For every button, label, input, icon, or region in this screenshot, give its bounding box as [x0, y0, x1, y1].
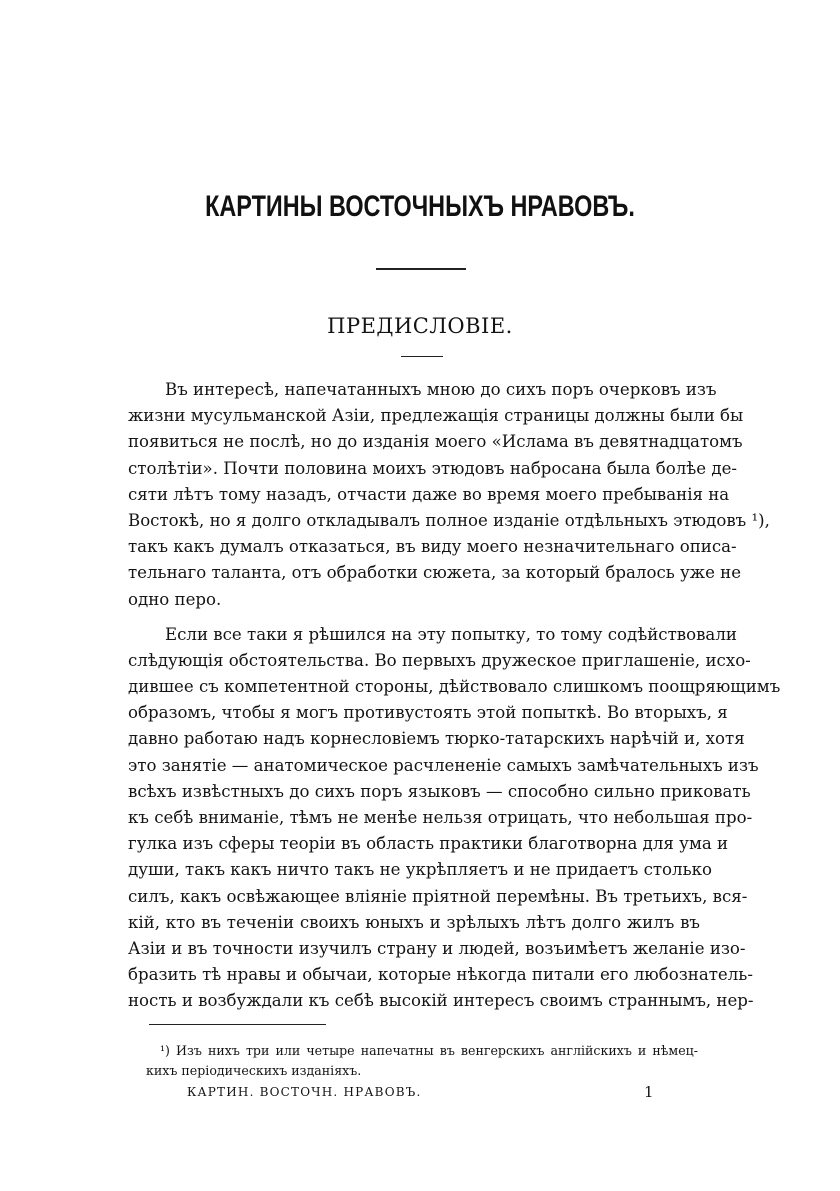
text-line: столѣтіи». Почти половина моихъ этюдовъ набросана была болѣе де-: [128, 458, 738, 478]
body-text: [128, 377, 781, 1015]
footnote-divider: [149, 1024, 326, 1025]
text-line: слѣдующія обстоятельства. Во первыхъ дружеское приглашеніе, исхо-: [128, 650, 751, 670]
page-number: 1: [644, 1083, 654, 1101]
text-line: Если все таки я рѣшился на эту попытку, то тому содѣйствовали: [165, 624, 737, 644]
text-line: гулка изъ сферы теоріи въ область практики благотворна для ума и: [128, 834, 729, 854]
footnote-line: ¹) Изъ нихъ три или четыре напечатны въ венгерскихъ англійскихъ и нѣмец-: [160, 1043, 698, 1058]
text-line: сяти лѣтъ тому назадъ, отчасти даже во время моего пребыванія на: [128, 484, 730, 504]
text-line: всѣхъ извѣстныхъ до сихъ поръ языковъ — способно сильно приковать: [128, 781, 751, 801]
text-line: одно перо.: [128, 589, 222, 609]
text-line: такъ какъ думалъ отказаться, въ виду моего незначительнаго описа-: [128, 537, 737, 557]
footnotes: [146, 1041, 698, 1081]
text-line: это занятіе — анатомическое расчлененіе самыхъ замѣчательныхъ изъ: [128, 755, 759, 775]
heading-divider: [401, 356, 443, 357]
text-line: силъ, какъ освѣжающее вліяніе пріятной перемѣны. Въ третьихъ, вся-: [128, 886, 748, 906]
text-line: появиться не послѣ, но до изданія моего «Ислама въ девятнадцатомъ: [128, 432, 743, 452]
title-divider: [376, 268, 466, 270]
text-line: бразить тѣ нравы и обычаи, которые нѣкогда питали его любознатель-: [128, 965, 753, 985]
text-line: давно работаю надъ корнесловіемъ тюрко-татарскихъ нарѣчій и, хотя: [128, 729, 745, 749]
text-line: Въ интересѣ, напечатанныхъ мною до сихъ поръ очерковъ изъ: [165, 380, 717, 399]
text-line: ность и возбуждали къ себѣ высокій интересъ своимъ страннымъ, нер-: [128, 991, 754, 1011]
text-line: тельнаго таланта, отъ обработки сюжета, за который бралось уже не: [128, 563, 742, 583]
text-line: образомъ, чтобы я могъ противустоять этой попыткѣ. Во вторыхъ, я: [128, 703, 728, 723]
running-footer: КАРТИН. ВОСТОЧН. НРАВОВЪ.: [187, 1085, 422, 1099]
paragraph-gap: [128, 613, 700, 622]
text-line: жизни мусульманской Азіи, предлежащія страницы должны были бы: [128, 406, 744, 426]
text-line: души, такъ какъ ничто такъ не укрѣпляетъ и не придаетъ столько: [128, 860, 712, 880]
section-heading: ПРЕДИСЛОВІЕ.: [327, 314, 513, 338]
text-line: къ себѣ вниманіе, тѣмъ не менѣе нельзя отрицать, что небольшая про-: [128, 808, 753, 827]
text-line: кій, кто въ теченіи своихъ юныхъ и зрѣлыхъ лѣтъ долго жилъ въ: [128, 912, 700, 932]
footnote-line: кихъ періодическихъ изданіяхъ.: [146, 1063, 362, 1078]
text-line: Востокѣ, но я долго откладывалъ полное изданіе отдѣльныхъ этюдовъ ¹),: [128, 510, 770, 530]
text-line: Азіи и въ точности изучилъ страну и людей, возъимѣетъ желаніе изо-: [128, 938, 746, 958]
page-title: КАРТИНЫ ВОСТОЧНЫХЪ НРАВОВЪ.: [205, 190, 635, 223]
text-line: дившее съ компетентной стороны, дѣйствовало слишкомъ поощряющимъ: [128, 677, 781, 697]
